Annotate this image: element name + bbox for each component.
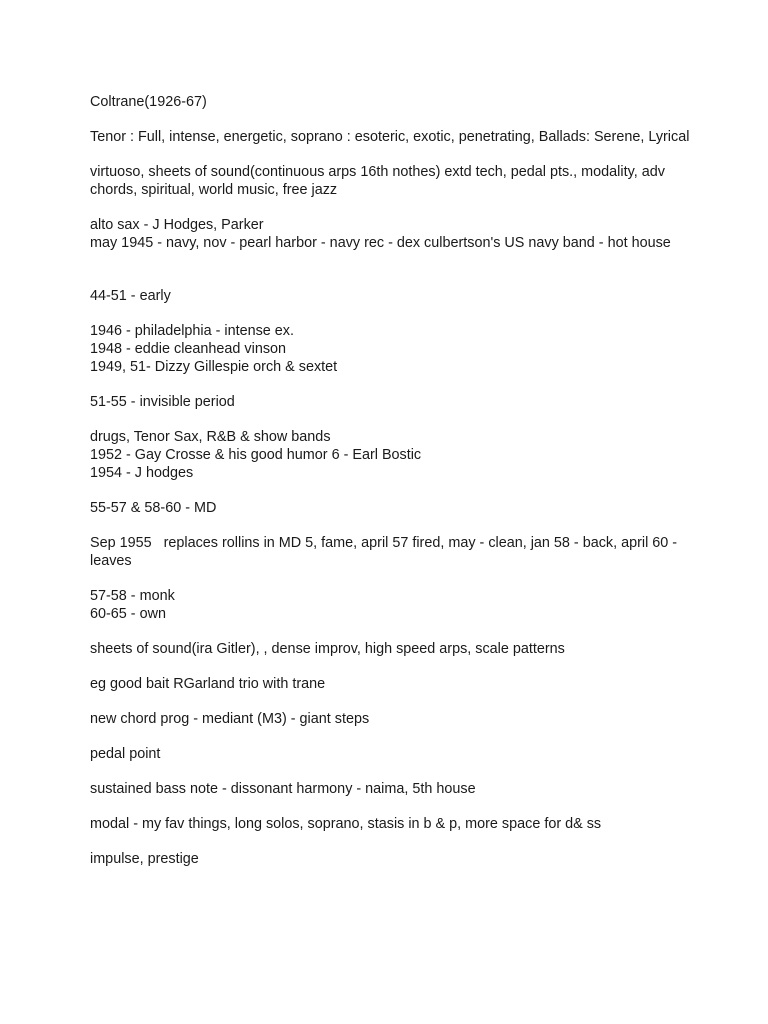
text-line: Sep 1955 replaces rollins in MD 5, fame, april 57 fired, may - clean, jan 58 - back, april 60 - leaves (90, 535, 682, 569)
paragraph-influences (90, 216, 690, 252)
text-line: modal - my fav things, long solos, soprano, stasis in b & p, more space for d& ss (90, 816, 602, 832)
paragraph-early-period (90, 287, 690, 305)
text-line: sheets of sound(ira Gitler), , dense improv, high speed arps, scale patterns (90, 641, 565, 657)
paragraph-early-years (90, 322, 690, 376)
paragraph-md-period (90, 499, 690, 517)
text-line: impulse, prestige (90, 851, 199, 867)
paragraph-invisible-years (90, 428, 690, 482)
document-body (90, 93, 690, 885)
text-line: eg good bait RGarland trio with trane (90, 676, 326, 692)
text-line: 1952 - Gay Crosse & his good humor 6 - Earl Bostic (90, 447, 422, 463)
paragraph-sheets-of-sound (90, 640, 690, 658)
document-title (90, 93, 690, 111)
paragraph-tone (90, 128, 690, 146)
text-line: 1948 - eddie cleanhead vinson (90, 341, 287, 357)
paragraph-pedal-point (90, 745, 690, 763)
paragraph-sustained-bass (90, 780, 690, 798)
paragraph-chord-prog (90, 710, 690, 728)
text-line: sustained bass note - dissonant harmony - naima, 5th house (90, 781, 476, 797)
text-line: 60-65 - own (90, 606, 166, 622)
text-line: 1954 - J hodges (90, 465, 194, 481)
paragraph-labels (90, 850, 690, 868)
text-line: Tenor : Full, intense, energetic, soprano : esoteric, exotic, penetrating, Ballads: Serene, Lyrical (90, 129, 690, 145)
text-line: 51-55 - invisible period (90, 394, 235, 410)
text-line: new chord prog - mediant (M3) - giant steps (90, 711, 370, 727)
paragraph-style (90, 163, 690, 199)
paragraph-invisible-period (90, 393, 690, 411)
text-line: 57-58 - monk (90, 588, 175, 604)
text-line: drugs, Tenor Sax, R&B & show bands (90, 429, 331, 445)
paragraph-modal (90, 815, 690, 833)
text-line: may 1945 - navy, nov - pearl harbor - navy rec - dex culbertson's US navy band - hot house (90, 235, 671, 251)
paragraph-example (90, 675, 690, 693)
text-line: 1946 - philadelphia - intense ex. (90, 323, 295, 339)
text-line: 55-57 & 58-60 - MD (90, 500, 217, 516)
text-line: alto sax - J Hodges, Parker (90, 217, 264, 233)
text-line: pedal point (90, 746, 161, 762)
title-line: Coltrane(1926-67) (90, 94, 207, 110)
paragraph-later-periods (90, 587, 690, 623)
text-line: 44-51 - early (90, 288, 171, 304)
text-line: 1949, 51- Dizzy Gillespie orch & sextet (90, 359, 338, 375)
text-line: virtuoso, sheets of sound(continuous arps 16th nothes) extd tech, pedal pts., modality, adv chords, spiritual, world music, free jazz (90, 164, 669, 198)
paragraph-md-years (90, 534, 690, 570)
